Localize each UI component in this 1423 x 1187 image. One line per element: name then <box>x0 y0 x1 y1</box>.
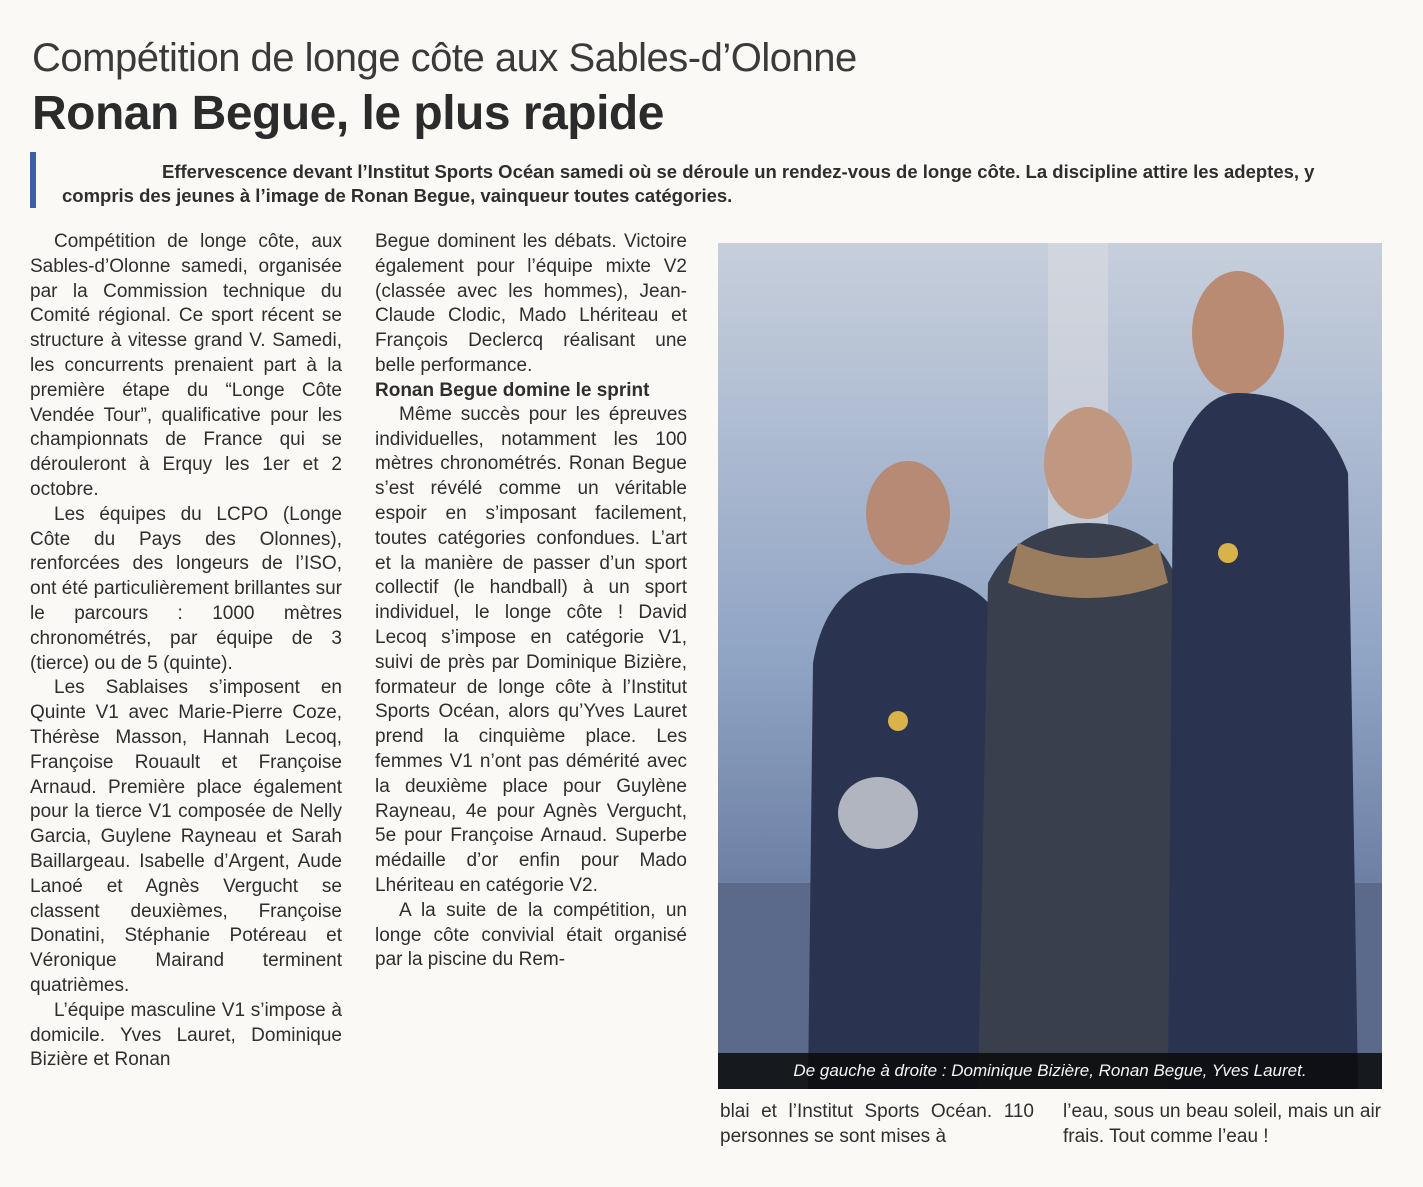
article-headline: Ronan Begue, le plus rapide <box>32 87 664 140</box>
paragraph: Compétition de longe côte, aux Sables-d’Olonne samedi, organisée par la Commission technique du Comité régional. Ce sport récent se structure à vitesse grand V. Samedi, les concurrents prenaient part à la première étape du “Longe Côte Vendée Tour”, qualificative pour les championnats de France qui se dérouleront à Erquy les 1er et 2 octobre. <box>30 231 342 500</box>
paragraph: l’eau, sous un beau soleil, mais un air frais. Tout comme l’eau ! <box>1063 1101 1381 1147</box>
article-lead: Effervescence devant l’Institut Sports Océan samedi où se déroule un rendez-vous de longe côte. La discipline attire les adeptes, y compris des jeunes à l’image de Ronan Begue, vainqueur toutes catégories. <box>62 161 1315 206</box>
article-column-3-bottom <box>720 1100 1034 1150</box>
article-photo <box>718 243 1382 1089</box>
photo-illustration <box>718 243 1382 1089</box>
article-kicker: Compétition de longe côte aux Sables-d’Olonne <box>32 36 857 80</box>
paragraph: Les Sablaises s’imposent en Quinte V1 avec Marie-Pierre Coze, Thérèse Masson, Hannah Lecoq, Françoise Rouault et Françoise Arnaud. Première place également pour la tierce V1 composée de Nelly Garcia, Guylene Rayneau et Sarah Baillargeau. Isabelle d’Argent, Aude Lanoé et Agnès Vergucht se classent deuxièmes, Françoise Donatini, Stéphanie Potéreau et Véronique Mairand terminent quatrièmes. <box>30 677 342 996</box>
paragraph: blai et l’Institut Sports Océan. 110 personnes se sont mises à <box>720 1101 1034 1147</box>
paragraph: Même succès pour les épreuves individuelles, notamment les 100 mètres chronométrés. Ronan Begue s’est révélé comme un véritable espoir en s’imposant facilement, toutes catégories confondues. L’art et la manière de passer d’un sport collectif (le handball) à un sport individuel, le longe côte ! David Lecoq s’impose en catégorie V1, suivi de près par Dominique Bizière, formateur de longe côte à l’Institut Sports Océan, alors qu’Yves Lauret prend la cinquième place. Les femmes V1 n’ont pas démérité avec la deuxième place pour Guylène Rayneau, 4e pour Agnès Vergucht, 5e pour Françoise Arnaud. Superbe médaille d’or enfin pour Mado Lhériteau en catégorie V2. <box>375 403 687 896</box>
article-column-2 <box>375 230 687 973</box>
lead-accent-bar <box>30 152 36 208</box>
article-column-1 <box>30 230 342 1073</box>
article-column-4-bottom <box>1063 1100 1381 1150</box>
paragraph: L’équipe masculine V1 s’impose à domicile. Yves Lauret, Dominique Bizière et Ronan <box>30 999 342 1071</box>
article-subhead: Ronan Begue domine le sprint <box>375 379 650 401</box>
paragraph: Les équipes du LCPO (Longe Côte du Pays des Olonnes), renforcées des longeurs de l’ISO, ont été particulièrement brillantes sur le parcours : 1000 mètres chronométrés, par équipe de 3 (tierce) ou de 5 (quinte). <box>30 503 342 674</box>
paragraph: Begue dominent les débats. Victoire également pour l’équipe mixte V2 (classée avec les hommes), Jean-Claude Clodic, Mado Lhériteau et François Declercq réalisant une belle performance. <box>375 231 687 376</box>
paragraph: A la suite de la compétition, un longe côte convivial était organisé par la piscine du Rem- <box>375 899 687 971</box>
trophy-plate <box>838 777 918 849</box>
photo-caption: De gauche à droite : Dominique Bizière, Ronan Begue, Yves Lauret. <box>718 1053 1382 1089</box>
